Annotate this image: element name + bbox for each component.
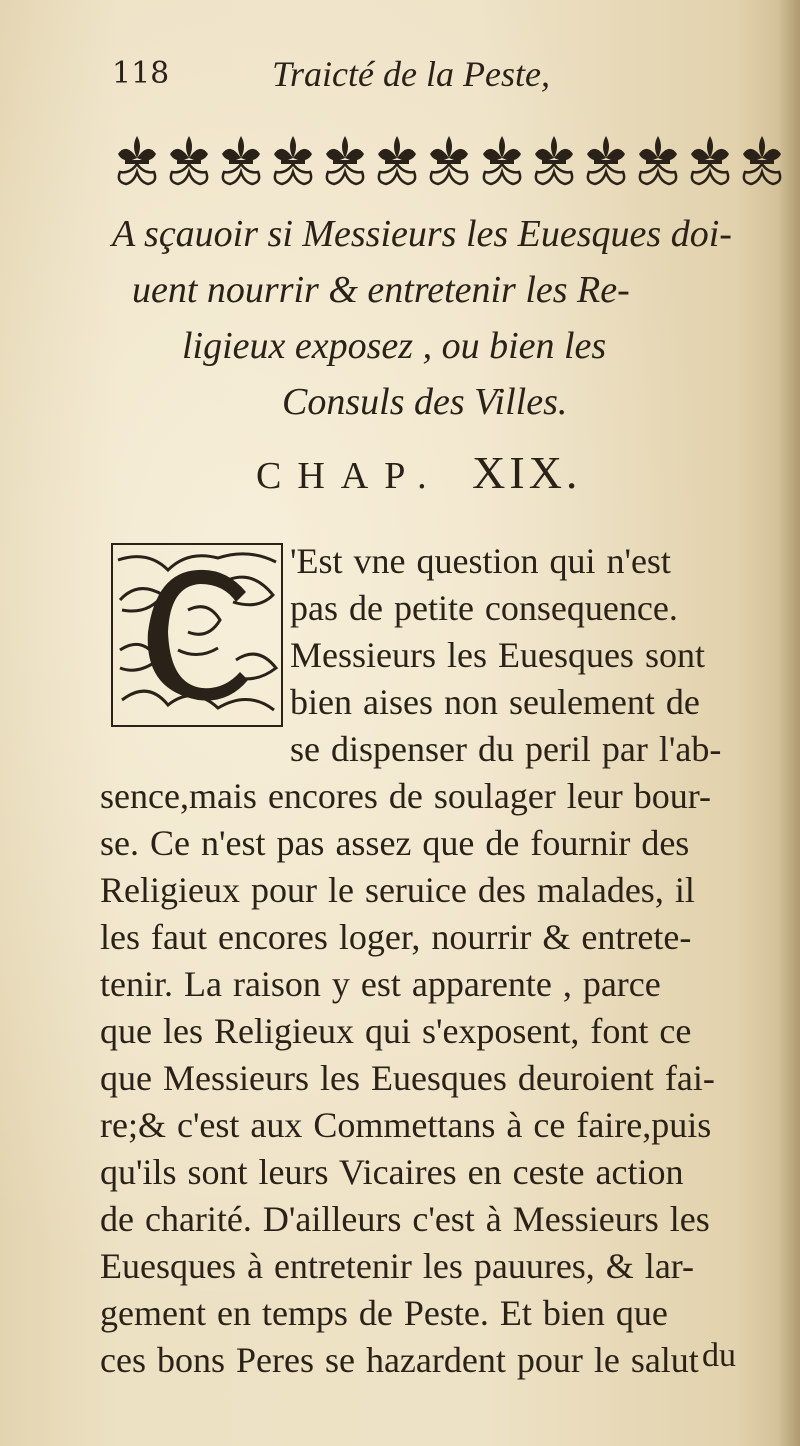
running-head	[112, 52, 632, 102]
fleur-de-lis-icon	[529, 132, 579, 188]
running-title: Traicté de la Peste,	[272, 54, 550, 94]
fleur-de-lis-icon	[685, 132, 735, 188]
fleur-de-lis-icon	[424, 132, 474, 188]
page-number: 118	[112, 56, 170, 91]
chapter-label: CHAP.	[256, 455, 443, 497]
fleur-de-lis-icon	[372, 132, 422, 188]
fleur-de-lis-icon	[268, 132, 318, 188]
text-line: Messieurs les Euesques sont	[290, 635, 705, 675]
text-line: bien aises non seulement de	[290, 682, 700, 722]
text-line: se. Ce n'est pas assez que de fournir des	[100, 823, 690, 863]
text-line: sence,mais encores de soulager leur bour-	[100, 776, 712, 816]
ornament-band	[112, 130, 787, 190]
page-spine-shadow	[778, 0, 800, 1446]
text-line: qu'ils sont leurs Vicaires en ceste action	[100, 1152, 684, 1192]
text-line: re;& c'est aux Commettans à ce faire,puis	[100, 1105, 712, 1145]
fleur-de-lis-icon	[737, 132, 787, 188]
fleur-de-lis-icon	[216, 132, 266, 188]
text-line: que les Religieux qui s'exposent, font ce	[100, 1011, 692, 1051]
fleur-de-lis-icon	[164, 132, 214, 188]
chapter-title-line: uent nourrir & entretenir les Re-	[132, 269, 630, 311]
text-line: Euesques à entretenir les pauures, & lar-	[100, 1246, 695, 1286]
text-line: gement en temps de Peste. Et bien que	[100, 1293, 668, 1333]
fleur-de-lis-icon	[633, 132, 683, 188]
fleur-de-lis-icon	[112, 132, 162, 188]
fleur-de-lis-icon	[581, 132, 631, 188]
chapter-title-line: A sçauoir si Messieurs les Euesques doi-	[112, 213, 732, 255]
text-line: ces bons Peres se hazardent pour le salut	[100, 1340, 699, 1380]
text-line: Religieux pour le seruice des malades, il	[100, 870, 695, 910]
chapter-title-line: ligieux exposez , ou bien les	[182, 325, 607, 367]
fleur-de-lis-icon	[477, 132, 527, 188]
chapter-title	[112, 206, 732, 430]
text-line: 'Est vne question qui n'est	[290, 541, 671, 581]
chapter-title-line: Consuls des Villes.	[282, 381, 568, 423]
fleur-de-lis-icon	[320, 132, 370, 188]
text-line: que Messieurs les Euesques deuroient fai-	[100, 1058, 715, 1098]
text-line: les faut encores loger, nourrir & entrete-	[100, 917, 692, 957]
text-line: de charité. D'ailleurs c'est à Messieurs les	[100, 1199, 710, 1239]
catchword: du	[702, 1337, 736, 1374]
text-line: se dispenser du peril par l'ab-	[290, 729, 722, 769]
body-text	[100, 538, 770, 1384]
chapter-heading	[256, 446, 581, 503]
chapter-number: XIX.	[472, 447, 582, 498]
text-line: pas de petite consequence.	[290, 588, 678, 628]
text-line: tenir. La raison y est apparente , parce	[100, 964, 661, 1004]
